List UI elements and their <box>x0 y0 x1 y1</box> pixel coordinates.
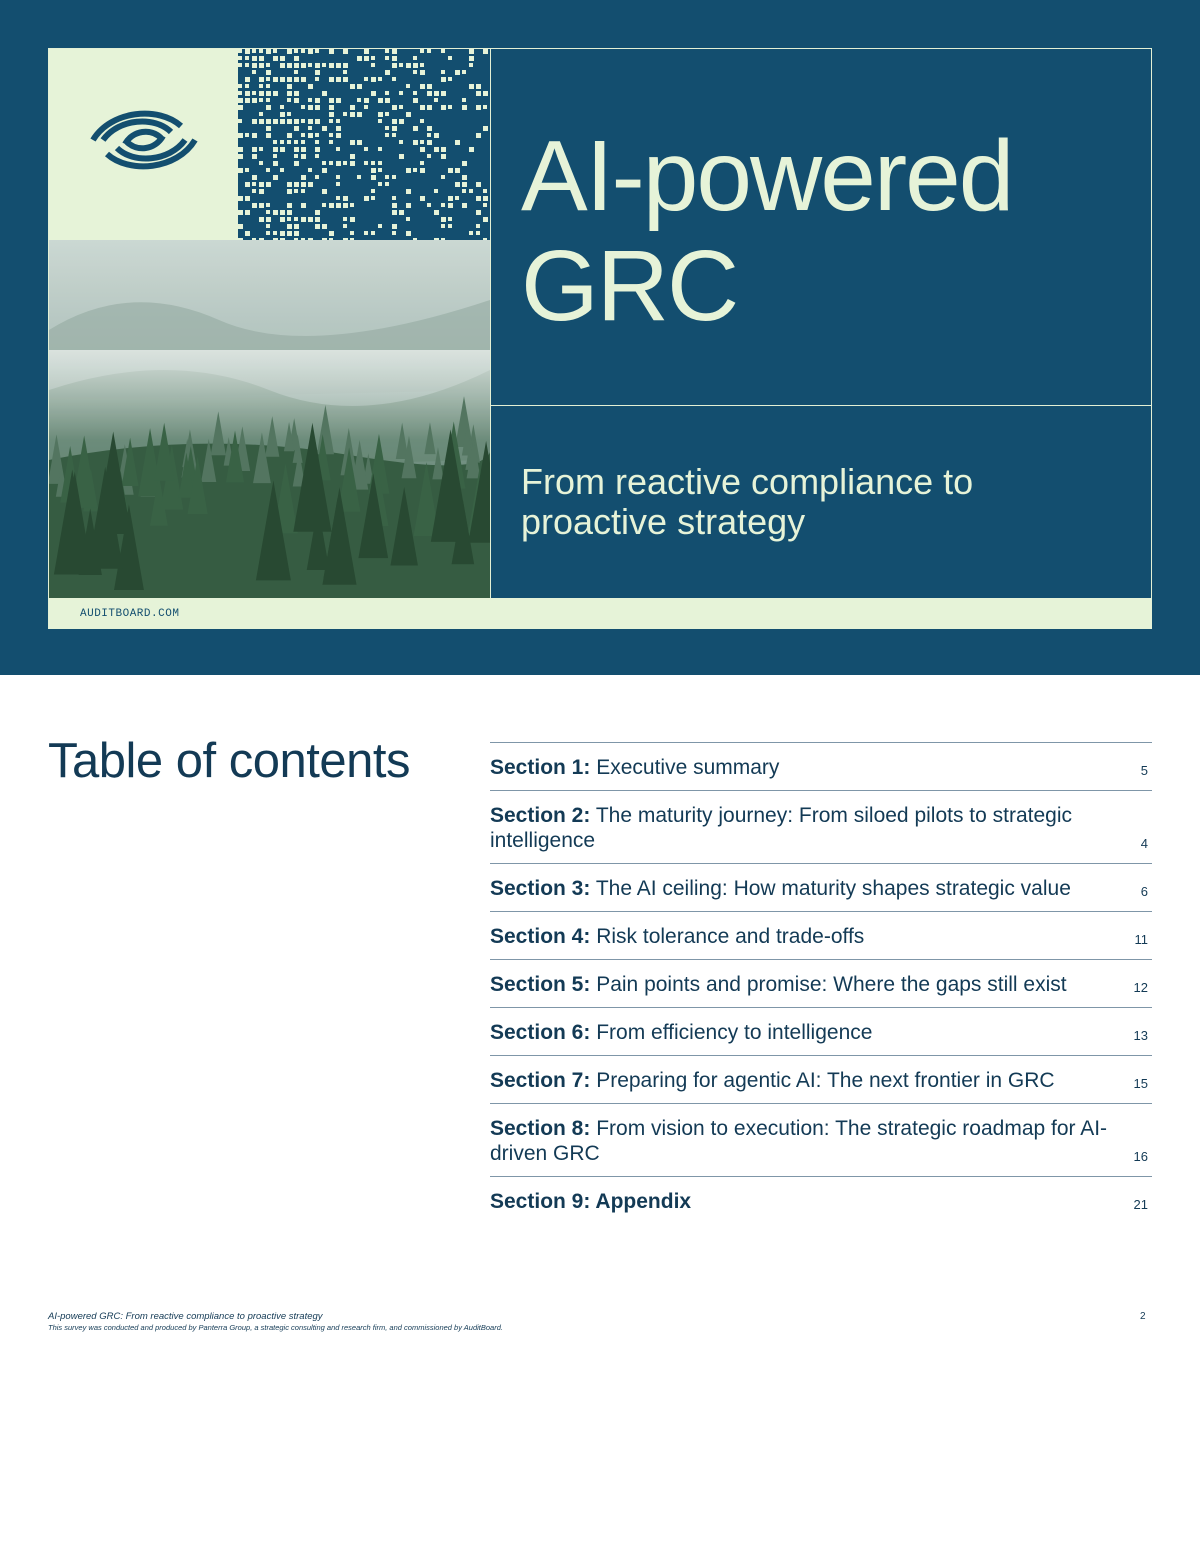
cover-footer-strip <box>49 598 1152 629</box>
toc-section-title: Risk tolerance and trade-offs <box>596 925 865 948</box>
toc-item[interactable] <box>490 960 1152 1008</box>
footer-document-title: AI-powered GRC: From reactive compliance to proactive strategy <box>48 1311 323 1322</box>
footer-credit: This survey was conducted and produced by Panterra Group, a strategic consulting and research firm, and commissioned by AuditBoard. <box>48 1323 503 1332</box>
cover-title: AI-powered GRC <box>521 120 1013 342</box>
toc-section-title: The AI ceiling: How maturity shapes strategic value <box>595 877 1071 900</box>
toc-section-label: Section 7: <box>490 1069 591 1092</box>
toc-item-text <box>490 1116 1110 1166</box>
toc-section-title: From vision to execution: The strategic roadmap for AI-driven GRC <box>490 1117 1108 1165</box>
toc-page-number: 15 <box>1133 1076 1148 1091</box>
toc-item-text <box>490 1189 1110 1214</box>
toc-section-title: Executive summary <box>596 756 780 779</box>
toc-section-label: Section 9: Appendix <box>490 1190 692 1213</box>
toc-heading: Table of contents <box>48 734 410 788</box>
toc-page-number: 13 <box>1133 1028 1148 1043</box>
toc-page-number: 11 <box>1134 932 1148 947</box>
logo-tile <box>49 49 238 240</box>
toc-item-text <box>490 755 1110 780</box>
toc-item[interactable] <box>490 743 1152 791</box>
pixel-pattern <box>238 49 490 240</box>
website-link[interactable]: AUDITBOARD.COM <box>80 608 180 620</box>
page-footer <box>48 1311 503 1333</box>
toc-item[interactable] <box>490 1056 1152 1104</box>
toc-item-text <box>490 803 1110 853</box>
toc-item[interactable] <box>490 912 1152 960</box>
toc-item-text <box>490 876 1110 901</box>
toc-item-text <box>490 972 1110 997</box>
cover-frame <box>48 48 1152 629</box>
subtitle-panel <box>490 406 1152 598</box>
toc-item[interactable] <box>490 1104 1152 1177</box>
toc-item[interactable] <box>490 864 1152 912</box>
toc-section-title: The maturity journey: From siloed pilots to strategic intelligence <box>490 804 1073 852</box>
toc-page-number: 4 <box>1140 836 1148 851</box>
toc-page-number: 12 <box>1133 980 1148 995</box>
toc-item-text <box>490 1068 1110 1093</box>
toc-item[interactable] <box>490 1177 1152 1224</box>
cover-band <box>0 0 1200 675</box>
forest-photo <box>49 240 490 598</box>
title-panel <box>490 49 1152 406</box>
cover-subtitle: From reactive compliance to proactive strategy <box>521 461 974 542</box>
toc-page-number: 21 <box>1133 1197 1148 1212</box>
toc-section-title: Pain points and promise: Where the gaps still exist <box>596 973 1067 996</box>
toc-page-number: 5 <box>1140 763 1148 778</box>
toc-section-label: Section 2: <box>490 804 591 827</box>
toc-section-label: Section 8: <box>490 1117 591 1140</box>
toc-item-text <box>490 1020 1110 1045</box>
toc-item[interactable] <box>490 791 1152 864</box>
toc-section-label: Section 5: <box>490 973 591 996</box>
toc-item-text <box>490 924 1110 949</box>
eye-loop-logo-icon <box>89 104 199 176</box>
toc-list <box>490 742 1152 1224</box>
toc-section-label: Section 3: <box>490 877 591 900</box>
toc-page-number: 6 <box>1140 884 1148 899</box>
page-number: 2 <box>1140 1311 1146 1322</box>
toc-page-number: 16 <box>1133 1149 1148 1164</box>
toc-item[interactable] <box>490 1008 1152 1056</box>
toc-section-label: Section 4: <box>490 925 591 948</box>
toc-section-label: Section 1: <box>490 756 591 779</box>
toc-section-title: From efficiency to intelligence <box>596 1021 873 1044</box>
toc-section-label: Section 6: <box>490 1021 591 1044</box>
toc-section-title: Preparing for agentic AI: The next frontier in GRC <box>596 1069 1055 1092</box>
